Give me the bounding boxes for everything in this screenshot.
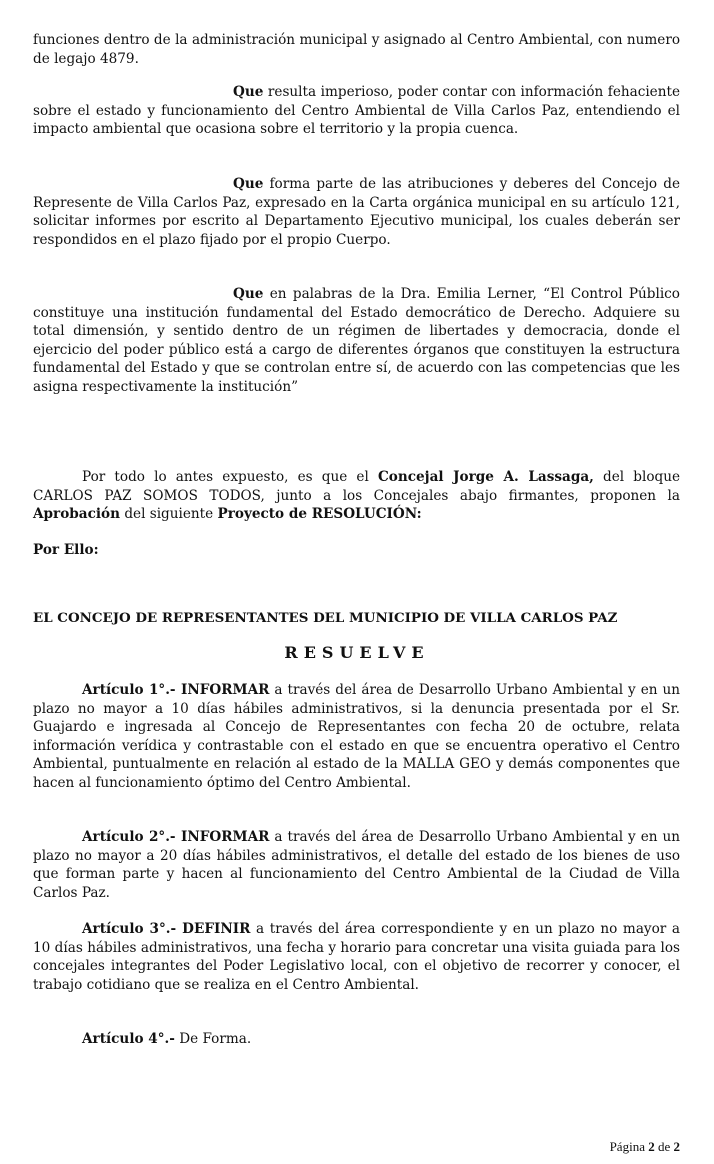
que-label: Que: [233, 176, 264, 192]
article-text: De Forma.: [174, 1031, 252, 1047]
paragraph-text: forma parte de las atribuciones y deberes del Concejo de Represente de Villa Carlos Paz, expresado en la Carta orgánica municipal en su artículo 121, solicitar informes por escrito al Departamento Ejecutivo municipal, los cuales deberán ser respondidos en el plazo fijado por el propio Cuerpo.: [33, 176, 680, 248]
paragraph-text: resulta imperioso, poder contar con información fehaciente sobre el estado y funcionamiento del Centro Ambiental de Villa Carlos Paz, entendiendo el impacto ambiental que ocasiona sobre el territorio y la propia cuenca.: [33, 84, 680, 138]
article-2: [33, 828, 680, 902]
paragraph-que-1: [33, 83, 680, 139]
que-label: Que: [233, 84, 264, 100]
article-1: [33, 681, 680, 793]
paragraph-proposal: [33, 468, 680, 524]
total-pages: 2: [673, 1139, 680, 1154]
por-ello-text: Por Ello:: [33, 542, 99, 558]
article-text: a través del área correspondiente y en un plazo no mayor a 10 días hábiles administrativos, una fecha y horario para concretar una visita guiada para los concejales integrantes del Poder Legislativo local, con el objetivo de recorrer y conocer, el trabajo cotidiano que se realiza en el Centro Ambiental.: [33, 921, 680, 993]
article-4: [33, 1030, 680, 1049]
article-label: Artículo 4°.-: [82, 1031, 175, 1047]
page-mid: de: [654, 1139, 674, 1154]
paragraph-que-3: [33, 285, 680, 397]
article-label: Artículo 2°.- INFORMAR: [82, 829, 270, 845]
paragraph-que-2: [33, 175, 680, 249]
article-text: a través del área de Desarrollo Urbano Ambiental y en un plazo no mayor a 10 días hábiles administrativos, si la denuncia presentada por el Sr. Guajardo e ingresada al Concejo de Representantes con fecha 20 de octubre, relata información verídica y contrastable con el estado en que se encuentra operativo el Centro Ambiental, puntualmente en relación al estado de la MALLA GEO y demás componentes que hacen al funcionamiento óptimo del Centro Ambiental.: [33, 682, 680, 791]
paragraph-text: funciones dentro de la administración municipal y asignado al Centro Ambiental, con numero de legajo 4879.: [33, 32, 680, 67]
aprobacion: Aprobación: [33, 506, 120, 523]
council-heading: EL CONCEJO DE REPRESENTANTES DEL MUNICIPIO DE VILLA CARLOS PAZ: [33, 610, 618, 626]
current-page: 2: [648, 1139, 655, 1154]
proyecto-label: Proyecto de RESOLUCIÓN:: [217, 506, 422, 523]
concejal-name: Concejal Jorge A. Lassaga,: [377, 469, 594, 485]
paragraph-legajo: [33, 31, 680, 68]
por-ello: [33, 541, 680, 560]
paragraph-text: en palabras de la Dra. Emilia Lerner, “El Control Público constituye una institución fundamental del Estado democrático de Derecho. Adquiere su total dimensión, y sentido dentro de un régimen de libertades y democracia, donde el ejercicio del poder público está a cargo de diferentes órganos que constituyen la estructura fundamental del Estado y que se controlan entre sí, de acuerdo con las competencias que les asigna respectivamente la institución”: [33, 286, 680, 395]
article-label: Artículo 3°.- DEFINIR: [82, 921, 251, 937]
article-label: Artículo 1°.- INFORMAR: [82, 682, 270, 698]
que-label: Que: [233, 286, 264, 302]
article-3: [33, 920, 680, 994]
text: del bloque CARLOS PAZ SOMOS TODOS, junto a los Concejales abajo firmantes, proponen la: [33, 469, 681, 504]
article-text: a través del área de Desarrollo Urbano Ambiental y en un plazo no mayor a 20 días hábiles administrativos, el detalle del estado de los bienes de uso que forman parte y hacen al funcionamiento del Centro Ambiental de la Ciudad de Villa Carlos Paz.: [33, 829, 680, 901]
resuelve-heading: RESUELVE: [284, 643, 430, 662]
page-prefix: Página: [609, 1139, 649, 1154]
text: del siguiente: [120, 506, 218, 523]
page-number: [610, 1139, 680, 1155]
text: Por todo lo antes expuesto, es que el: [82, 469, 378, 485]
